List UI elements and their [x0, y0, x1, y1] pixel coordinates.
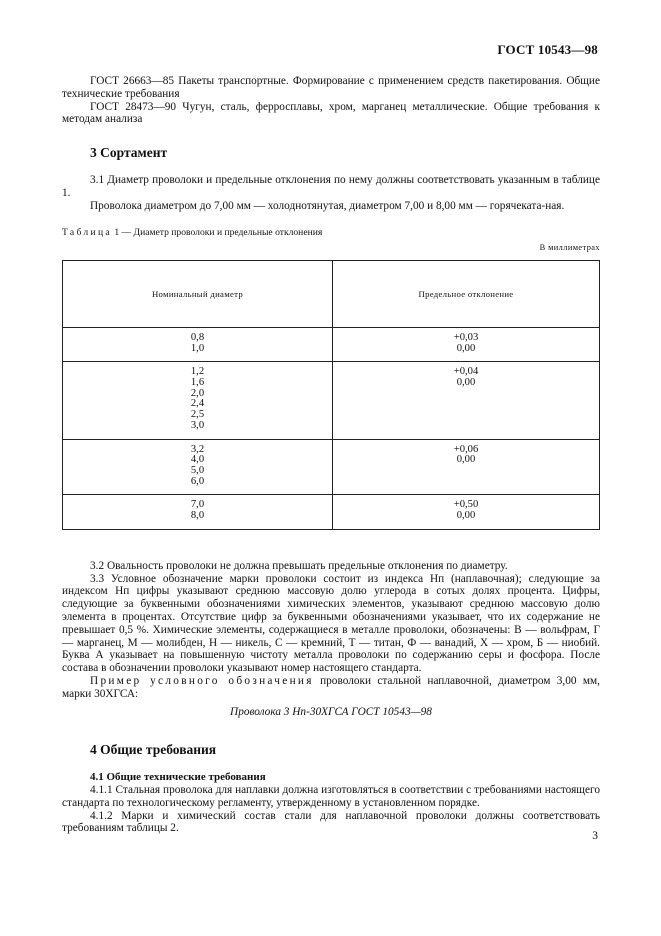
example-designation: Проволока 3 Нп-30ХГСА ГОСТ 10543—98: [230, 705, 432, 718]
deviation-cell-text: +0,50 0,00: [453, 499, 479, 522]
deviation-cell-text: +0,06 0,00: [453, 443, 479, 466]
diameter-cell: [63, 439, 333, 495]
diameter-cell-text: 0,8 1,0: [190, 331, 205, 354]
paragraph-4-1-1: 4.1.1 Стальная проволока для наплавки должна изготовляться в соответствии с требованиями настоящего стандарта по технологическому регламенту, утвержденному в установленном порядке.: [62, 783, 600, 809]
paragraph-wire-types: Проволока диаметром до 7,00 мм — холоднотянутая, диаметром 7,00 и 8,00 мм — горячеката-ная.: [90, 199, 565, 212]
table-1-caption: Таблица 1 — Диаметр проволоки и предельные отклонения: [62, 227, 323, 239]
reference-gost-28473: ГОСТ 28473—90 Чугун, сталь, ферросплавы, хром, марганец металлические. Общие требования к методам анализа: [62, 100, 600, 126]
reference-gost-26663: ГОСТ 26663—85 Пакеты транспортные. Формирование с применением средств пакетирования. Общие технические требования: [62, 75, 600, 100]
deviation-cell: [333, 327, 600, 361]
deviation-cell: [333, 495, 600, 529]
document-body: [62, 75, 600, 835]
diameter-cell-text: 3,2 4,0 5,0 6,0: [190, 443, 205, 487]
paragraph-3-2: 3.2 Овальность проволоки не должна превышать предельные отклонения по диаметру.: [90, 559, 508, 572]
diameter-cell-text: 7,0 8,0: [190, 499, 205, 522]
diameter-cell: [63, 362, 333, 439]
table-row: [63, 439, 600, 495]
page-number: 3: [592, 830, 598, 842]
page-header: ГОСТ 10543—98: [497, 42, 598, 57]
table-row: [63, 495, 600, 529]
column-header-deviation: Предельное отклонение: [333, 260, 600, 327]
section-4-heading: 4 Общие требования: [90, 742, 217, 758]
column-header-diameter: Номинальный диаметр: [63, 260, 333, 327]
paragraph-3-1: 3.1 Диаметр проволоки и предельные отклонения по нему должны соответствовать указанным в таблице 1.: [62, 173, 600, 199]
deviation-cell: [333, 362, 600, 439]
example-paragraph: Пример условного обозначения проволоки стальной наплавочной, диаметром 3,00 мм, марки 30ХГСА:: [62, 674, 600, 700]
table-row: [63, 362, 600, 439]
deviation-cell-text: +0,03 0,00: [453, 331, 479, 354]
deviation-cell: [333, 439, 600, 495]
diameter-cell: [63, 327, 333, 361]
section-3-heading: 3 Сортамент: [90, 145, 168, 161]
table-units: В миллиметрах: [539, 243, 600, 253]
diameter-cell-text: 1,2 1,6 2,0 2,4 2,5 3,0: [190, 366, 205, 431]
deviation-cell-text: +0,04 0,00: [453, 366, 479, 389]
paragraph-4-1-2: 4.1.2 Марки и химический состав стали для наплавочной проволоки должны соответствовать требованиям таблицы 2.: [62, 809, 600, 835]
diameter-cell: [63, 495, 333, 529]
subsection-4-1-heading: 4.1 Общие технические требования: [90, 771, 266, 784]
paragraph-3-3: 3.3 Условное обозначение марки проволоки состоит из индекса Нп (наплавочная); следующие за индексом Нп цифры указывают среднюю массовую долю углерода в сотых долях процента. Цифры, следующие за буквенными обозначениями химических элементов, указывают среднюю массовую долю элемента в процентах. Отсутствие цифр за буквенными обозначениями указывает, что их содержание не превышает 0,5 %. Химические элементы, содержащиеся в металле проволоки, обозначены: В — вольфрам, Г — марганец, М — молибден, Н — никель, С — кремний, Т — титан, Ф — ванадий, Х — хром, Б — ниобий. Буква А указывает на повышенную чистоту металла проволоки по содержанию серы и фосфора. После состава в обозначении проволоки указывают номер настоящего стандарта.: [62, 572, 600, 675]
diameter-table: [62, 260, 600, 530]
table-row: [63, 327, 600, 361]
